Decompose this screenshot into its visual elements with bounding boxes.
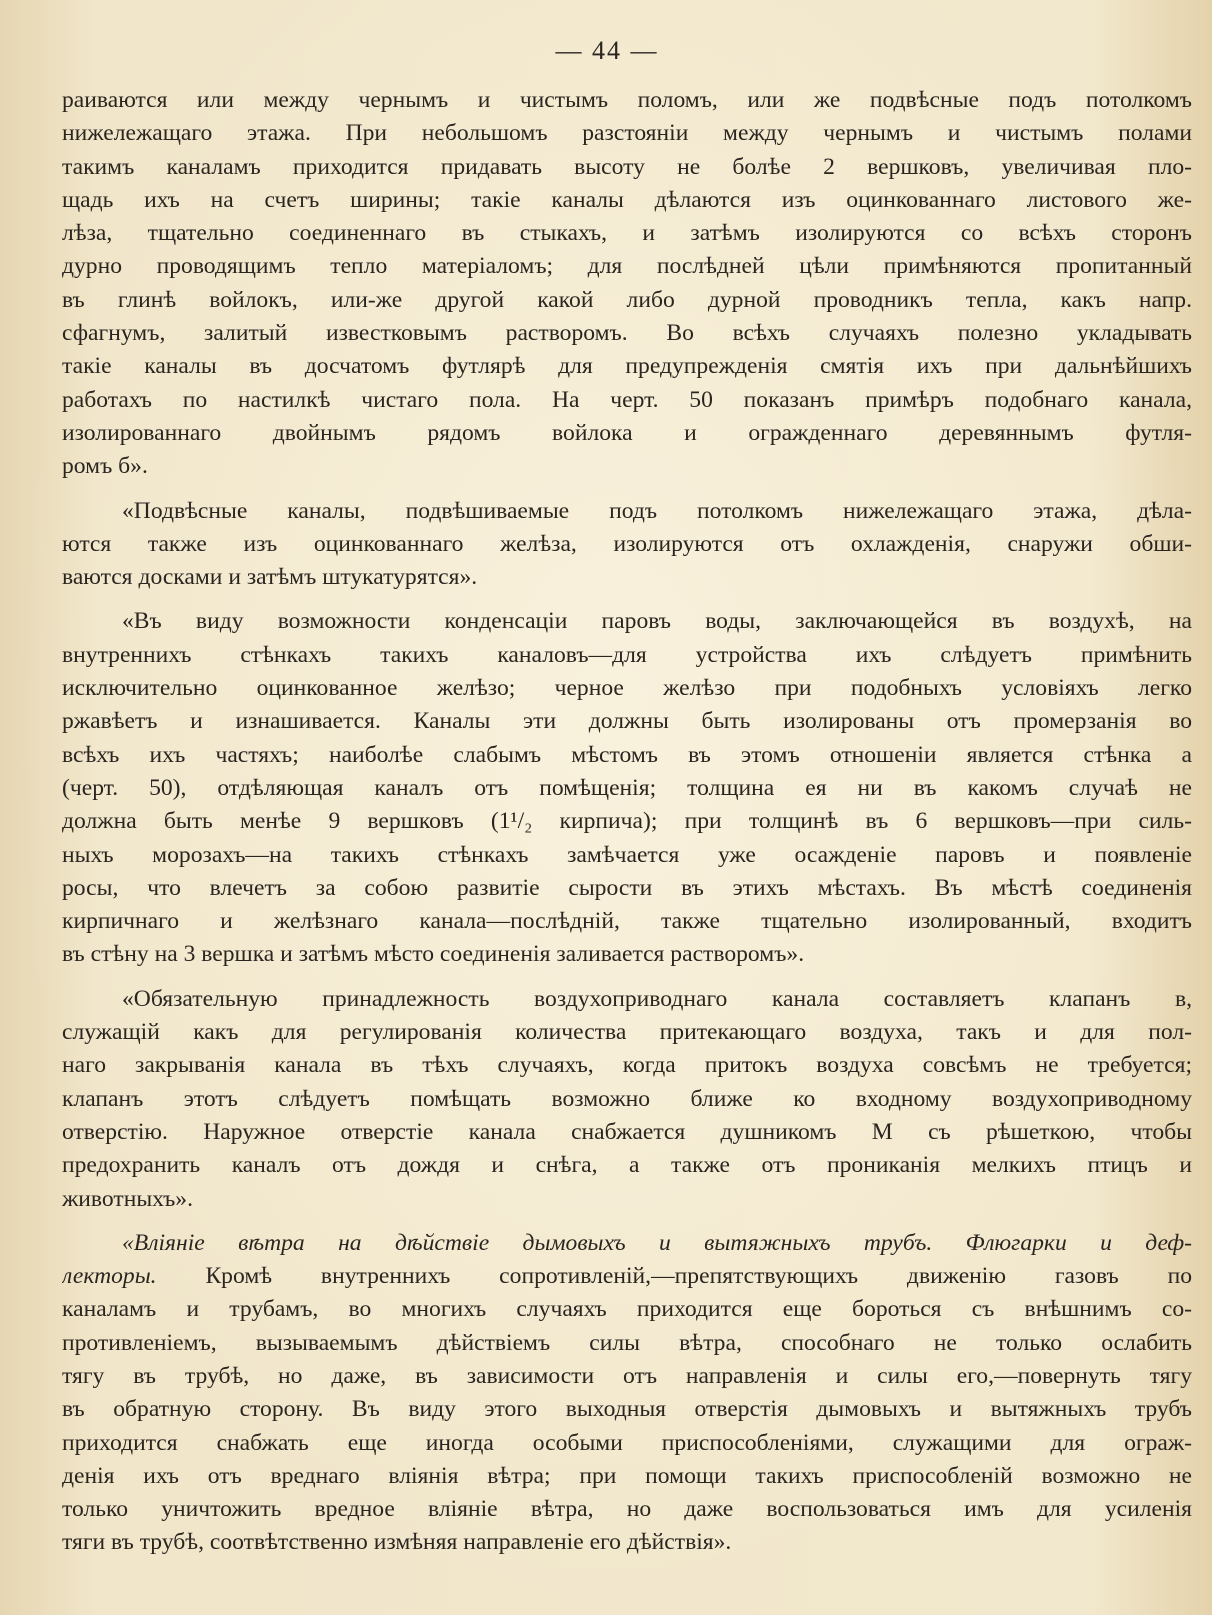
text-line: служащій какъ для регулированія количества притекающаго воздуха, такъ и для пол- [62, 1019, 1192, 1046]
text-line: ромъ б». [62, 453, 148, 480]
text-line: отверстію. Наружное отверстіе канала снабжается душникомъ М съ рѣшеткою, чтобы [62, 1118, 1192, 1145]
text-line: приходится снабжать еще иногда особыми приспособленіями, служащими для ограж- [62, 1429, 1192, 1456]
text-line: въ обратную сторону. Въ виду этого выходныя отверстія дымовыхъ и вытяжныхъ трубъ [62, 1396, 1192, 1423]
paragraph-4 [62, 983, 1192, 1216]
text-line: всѣхъ ихъ частяхъ; наиболѣе слабымъ мѣстомъ въ этомъ отношеніи является стѣнка а [62, 741, 1192, 768]
text-line: предохранить каналъ отъ дождя и снѣга, а также отъ прониканія мелкихъ птицъ и [62, 1152, 1192, 1179]
text-line: лѣза, тщательно соединеннаго въ стыкахъ, и затѣмъ изолируются со всѣхъ сторонъ [62, 220, 1192, 247]
text-line: ваются досками и затѣмъ штукатурятся». [62, 564, 478, 591]
paragraph-2 [62, 495, 1192, 595]
body-text [62, 84, 1192, 1560]
text-line: въ стѣну на 3 вершка и затѣмъ мѣсто соединенія заливается растворомъ». [62, 941, 805, 968]
text-line: внутреннихъ стѣнкахъ такихъ каналовъ—для устройства ихъ слѣдуетъ примѣнить [62, 641, 1192, 668]
text-line: въ глинѣ войлокъ, или-же другой какой либо дурной проводникъ тепла, какъ напр. [62, 286, 1192, 313]
text-line: (черт. 50), отдѣляющая каналъ отъ помѣщенія; толщина ея ни въ какомъ случаѣ не [62, 774, 1192, 801]
text-span: Кромѣ внутреннихъ сопротивленій,—препятствующихъ движенію газовъ по [156, 1263, 1192, 1290]
text-line: «Въ виду возможности конденсаціи паровъ воды, заключающейся въ воздухѣ, на [122, 608, 1192, 635]
text-line: кирпичнаго и желѣзнаго канала—послѣдній, также тщательно изолированный, входитъ [62, 908, 1192, 935]
text-line: «Подвѣсные каналы, подвѣшиваемые подъ потолкомъ нижележащаго этажа, дѣла- [122, 497, 1192, 524]
text-line: денія ихъ отъ вреднаго вліянія вѣтра; при помощи такихъ приспособленій возможно не [62, 1462, 1192, 1489]
text-line: животныхъ». [62, 1185, 193, 1212]
text-line: тяги въ трубѣ, соотвѣтственно измѣняя направленіе его дѣйствія». [62, 1529, 732, 1556]
text-line: работахъ по настилкѣ чистаго пола. На черт. 50 показанъ примѣръ подобнаго канала, [62, 386, 1192, 413]
text-line: дурно проводящимъ тепло матеріаломъ; для послѣдней цѣли примѣняются пропитанный [62, 253, 1192, 280]
page-number: — 44 — [555, 36, 659, 65]
text-line: щадь ихъ на счетъ ширины; такіе каналы дѣлаются изъ оцинкованнаго листового же- [62, 186, 1192, 213]
text-line: исключительно оцинкованное желѣзо; черное желѣзо при подобныхъ условіяхъ легко [62, 675, 1192, 702]
text-line: каналамъ и трубамъ, во многихъ случаяхъ приходится еще бороться съ внѣшнимъ со- [62, 1296, 1192, 1323]
section-heading-end: лекторы. [62, 1263, 157, 1290]
text-line: клапанъ этотъ слѣдуетъ помѣщать возможно ближе ко входному воздухоприводному [62, 1085, 1192, 1112]
text-line: такимъ каналамъ приходится придавать высоту не болѣе 2 вершковъ, увеличивая пло- [62, 153, 1192, 180]
text-line: росы, что влечетъ за собою развитіе сырости въ этихъ мѣстахъ. Въ мѣстѣ соединенія [62, 874, 1192, 901]
paragraph-3 [62, 605, 1192, 971]
text-line: тягу въ трубѣ, но даже, въ зависимости отъ направленія и силы его,—повернуть тягу [62, 1362, 1192, 1389]
text-line: ныхъ морозахъ—на такихъ стѣнкахъ замѣчается уже осажденіе паровъ и появленіе [62, 841, 1192, 868]
text-line: такіе каналы въ досчатомъ футлярѣ для предупрежденія смятія ихъ при дальнѣйшихъ [62, 353, 1192, 380]
text-line: изолированнаго двойнымъ рядомъ войлока и огражденнаго деревяннымъ футля- [62, 419, 1192, 446]
text-line: только уничтожить вредное вліяніе вѣтра, но даже воспользоваться имъ для усиленія [62, 1496, 1192, 1523]
text-line: ются также изъ оцинкованнаго желѣза, изолируются отъ охлажденія, снаружи обши- [62, 530, 1192, 557]
text-line: нижележащаго этажа. При небольшомъ разстояніи между чернымъ и чистымъ полами [62, 120, 1192, 147]
paragraph-5 [62, 1227, 1192, 1560]
section-heading-line: «Вліяніе вѣтра на дѣйствіе дымовыхъ и вытяжныхъ трубъ. Флюгарки и деф- [122, 1229, 1192, 1256]
text-line: наго закрыванія канала въ тѣхъ случаяхъ, когда притокъ воздуха совсѣмъ не требуется; [62, 1052, 1192, 1079]
text-line [62, 1260, 1192, 1293]
text-line: противленіемъ, вызываемымъ дѣйствіемъ силы вѣтра, способнаго не только ослабить [62, 1329, 1192, 1356]
text-line: «Обязательную принадлежность воздухоприводнаго канала составляетъ клапанъ в, [122, 985, 1192, 1012]
text-line: должна быть менѣе 9 вершковъ (1¹/₂ кирпича); при толщинѣ въ 6 вершковъ—при силь- [62, 808, 1192, 835]
paragraph-1 [62, 84, 1192, 484]
text-line: раиваются или между чернымъ и чистымъ поломъ, или же подвѣсные подъ потолкомъ [62, 87, 1192, 113]
text-line: сфагнумъ, залитый известковымъ растворомъ. Во всѣхъ случаяхъ полезно укладывать [62, 320, 1192, 347]
text-line: ржавѣетъ и изнашивается. Каналы эти должны быть изолированы отъ промерзанія во [62, 708, 1192, 735]
